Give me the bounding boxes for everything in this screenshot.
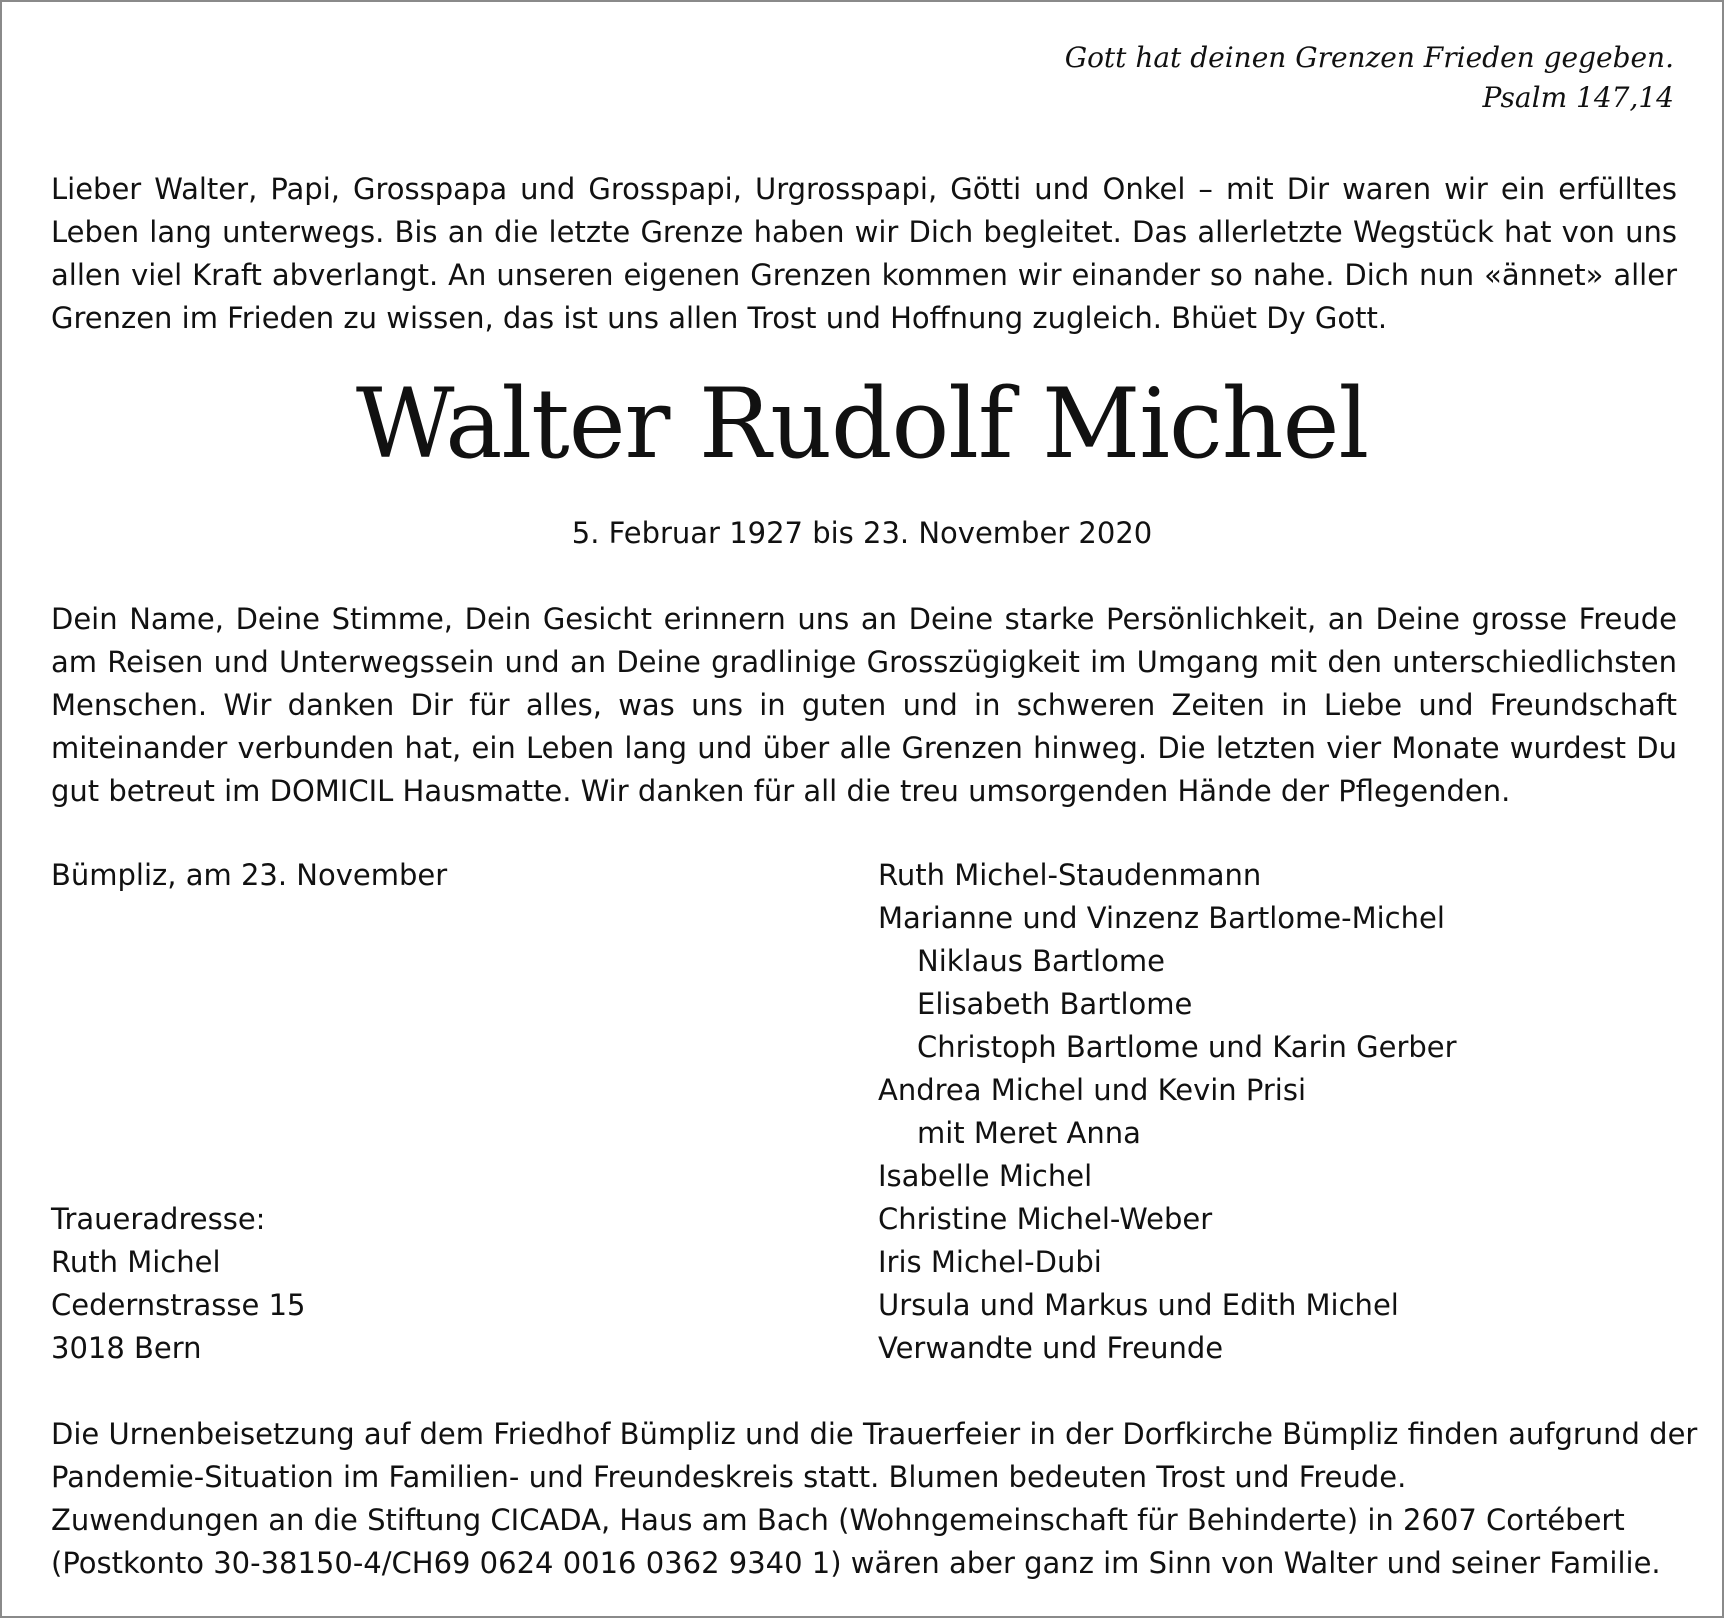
place-and-date: Bümpliz, am 23. November xyxy=(51,858,448,892)
address-name: Ruth Michel xyxy=(51,1245,221,1279)
mourner-line: Ruth Michel-Staudenmann xyxy=(878,858,1262,892)
closing-paragraph xyxy=(51,1413,1698,1585)
tribute-paragraph: Dein Name, Deine Stimme, Dein Gesicht erinnern uns an Deine starke Persönlichkeit, an Deine grosse Freude am Reisen und Unterwegssein und an Deine gradlinige Grosszügigkeit im Umgang mit den unterschiedlichsten Menschen. Wir danken Dir für alles, was uns in guten und in schweren Zeiten in Liebe und Freundschaft miteinander verbunden hat, ein Leben lang und über alle Grenzen hinweg. Die letzten vier Monate wurdest Du gut betreut im DOMICIL Hausmatte. Wir danken für all die treu umsorgenden Hände der Pflegenden. xyxy=(51,602,1677,808)
closing-line: Zuwendungen an die Stiftung CICADA, Haus am Bach (Wohngemeinschaft für Behinderte) in 2607 Cortébert xyxy=(51,1503,1625,1537)
mourner-line: Christine Michel-Weber xyxy=(878,1202,1213,1236)
address-label: Traueradresse: xyxy=(51,1202,266,1236)
mourner-line: Iris Michel-Dubi xyxy=(878,1245,1102,1279)
closing-line: Pandemie-Situation im Familien- und Freundeskreis statt. Blumen bedeuten Trost und Freude. xyxy=(51,1460,1407,1494)
intro-paragraph: Lieber Walter, Papi, Grosspapa und Grosspapi, Urgrosspapi, Götti und Onkel – mit Dir waren wir ein erfülltes Leben lang unterwegs. Bis an die letzte Grenze haben wir Dich begleitet. Das allerletzte Wegstück hat von uns allen viel Kraft abverlangt. An unseren eigenen Grenzen kommen wir einander so nahe. Dich nun «ännet» aller Grenzen im Frieden zu wissen, das ist uns allen Trost und Hoffnung zugleich. Bhüet Dy Gott. xyxy=(51,172,1677,335)
mourners-list xyxy=(878,854,1457,1370)
closing-line: (Postkonto 30-38150-4/CH69 0624 0016 0362 9340 1) wären aber ganz im Sinn von Walter und seiner Familie. xyxy=(51,1546,1661,1580)
bible-verse xyxy=(1065,38,1674,118)
verse-text: Gott hat deinen Grenzen Frieden gegeben. xyxy=(1064,41,1674,74)
deceased-name: Walter Rudolf Michel xyxy=(355,368,1369,480)
mourner-line: Niklaus Bartlome xyxy=(917,944,1165,978)
mourning-address xyxy=(51,1198,306,1370)
closing-line: Die Urnenbeisetzung auf dem Friedhof Bümpliz und die Trauerfeier in der Dorfkirche Bümpliz finden aufgrund der xyxy=(51,1417,1698,1451)
mourner-line: Isabelle Michel xyxy=(878,1159,1093,1193)
mourner-line: Christoph Bartlome und Karin Gerber xyxy=(917,1030,1457,1064)
mourner-line: Ursula und Markus und Edith Michel xyxy=(878,1288,1399,1322)
mourner-line: Marianne und Vinzenz Bartlome-Michel xyxy=(878,901,1445,935)
mourner-line: Andrea Michel und Kevin Prisi xyxy=(878,1073,1307,1107)
life-dates: 5. Februar 1927 bis 23. November 2020 xyxy=(571,516,1153,550)
mourner-line: mit Meret Anna xyxy=(917,1116,1141,1150)
address-street: Cedernstrasse 15 xyxy=(51,1288,306,1322)
mourner-line: Elisabeth Bartlome xyxy=(917,987,1193,1021)
verse-reference: Psalm 147,14 xyxy=(1482,81,1674,114)
address-city: 3018 Bern xyxy=(51,1331,202,1365)
mourner-line: Verwandte und Freunde xyxy=(878,1331,1224,1365)
